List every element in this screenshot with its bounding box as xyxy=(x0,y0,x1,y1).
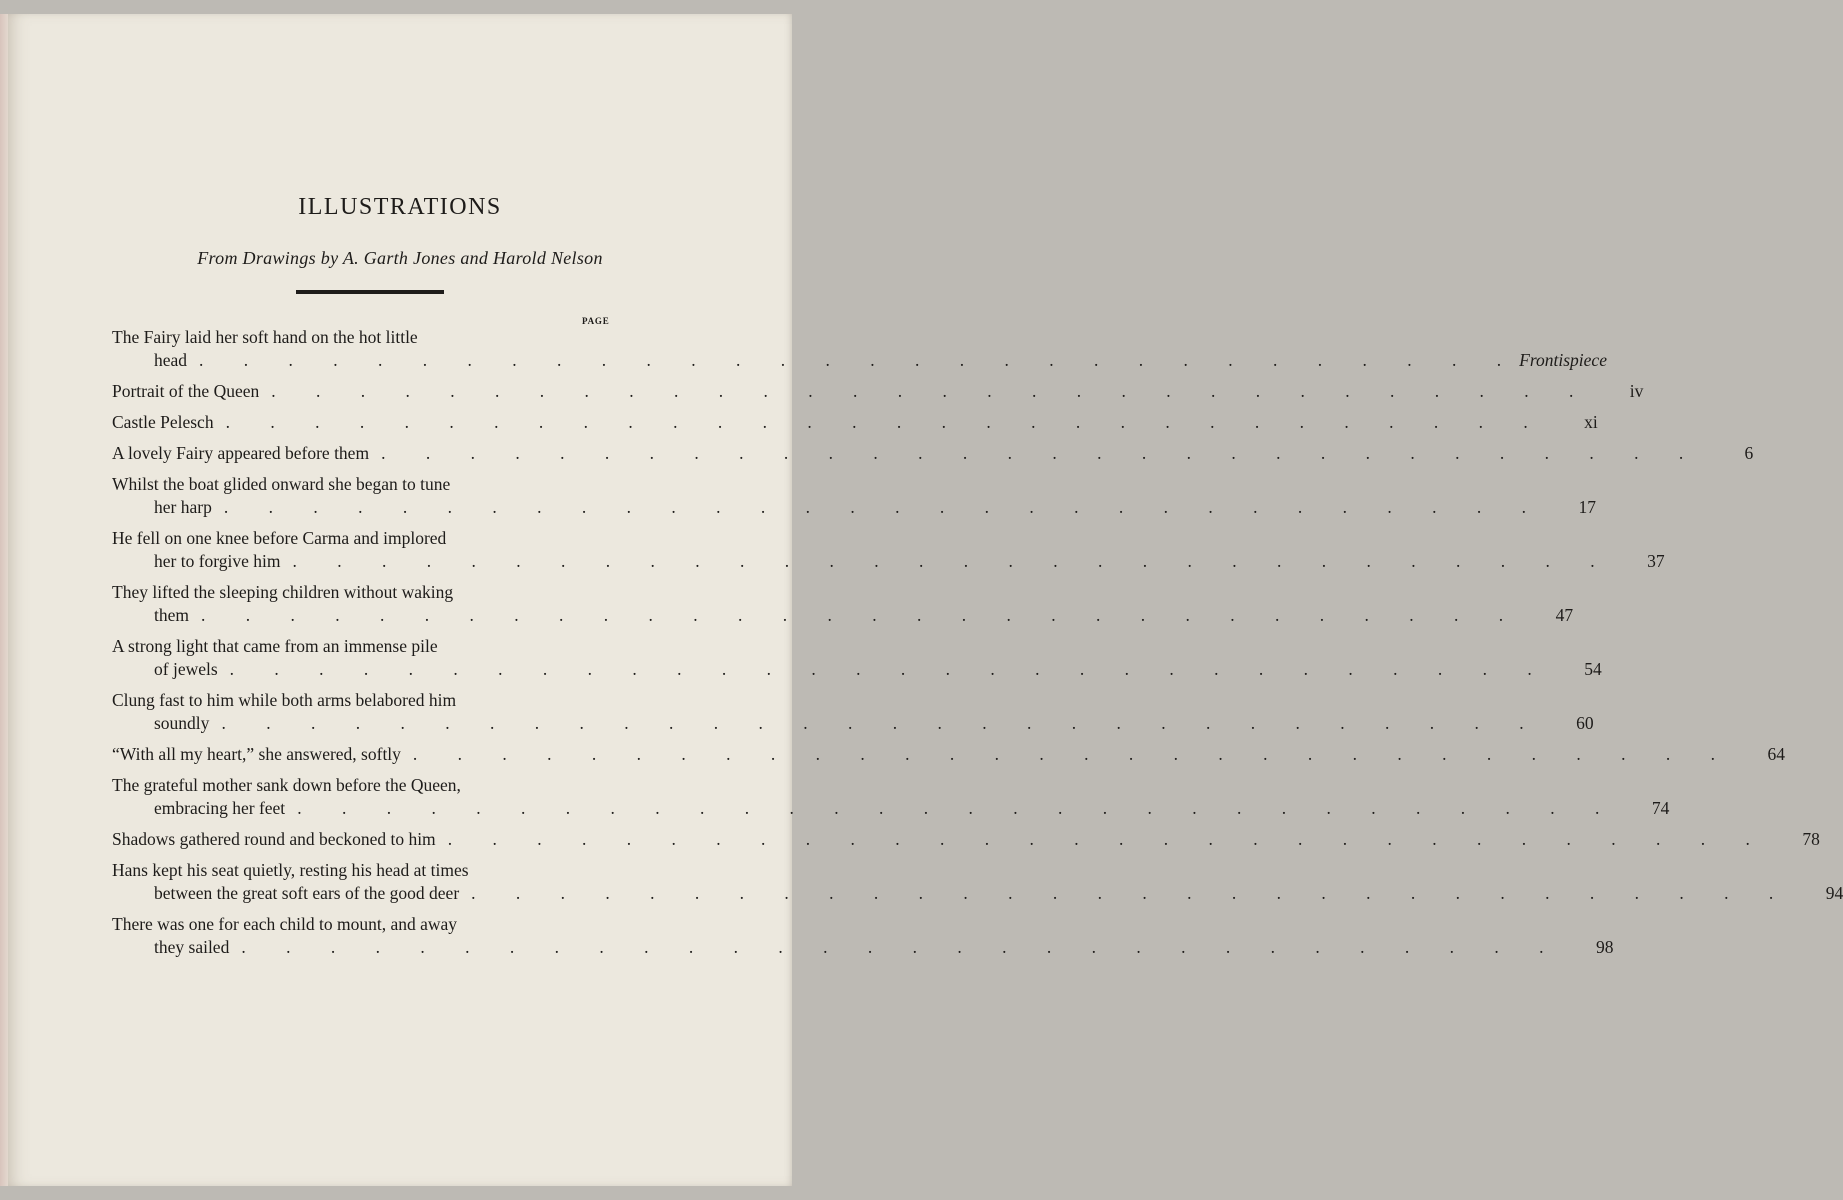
caption-text: they sailed xyxy=(154,937,230,957)
dot-leader: . . . . . . . . . . . . . . . . . . . . . . . . . . . . . . xyxy=(471,883,1792,903)
page-number: 37 xyxy=(1647,551,1665,571)
caption-text: Portrait of the Queen xyxy=(112,381,260,401)
caption-text: head xyxy=(154,350,188,370)
caption-text: Castle Pelesch xyxy=(112,412,214,432)
page-number: 60 xyxy=(1576,713,1594,733)
caption-text: A lovely Fairy appeared before them xyxy=(112,443,370,463)
caption-text: soundly xyxy=(154,713,210,733)
dot-leader: . . . . . . . . . . . . . . . . . . . . . . . . . . . . . . xyxy=(199,350,1520,370)
dot-leader: . . . . . . . . . . . . . . . . . . . . . . . . . . . . . . xyxy=(271,381,1592,401)
caption-text: embracing her feet xyxy=(154,798,286,818)
list-item xyxy=(112,442,1754,465)
heading-rule xyxy=(296,290,444,294)
list-item xyxy=(112,689,1594,735)
list-item xyxy=(112,635,1602,681)
page-column-label: PAGE xyxy=(582,316,610,326)
page-number: xi xyxy=(1584,412,1598,432)
caption-text: them xyxy=(154,605,189,625)
list-item xyxy=(112,326,1607,372)
caption-line: He fell on one knee before Carma and implored xyxy=(112,528,447,548)
page-title: ILLUSTRATIONS xyxy=(298,194,502,220)
list-item xyxy=(112,581,1574,627)
caption-text: between the great soft ears of the good deer xyxy=(154,883,460,903)
caption-line: They lifted the sleeping children without waking xyxy=(112,582,454,602)
list-item xyxy=(112,527,1665,573)
dot-leader: . . . . . . . . . . . . . . . . . . . . . . . . . . . . . . xyxy=(223,497,1544,517)
page-subtitle: From Drawings by A. Garth Jones and Harold Nelson xyxy=(197,248,603,268)
caption-line: The grateful mother sank down before the Queen, xyxy=(112,775,461,795)
dot-leader: . . . . . . . . . . . . . . . . . . . . . . . . . . . . . . xyxy=(225,412,1546,432)
illustrations-list xyxy=(112,326,1843,967)
dot-leader: . . . . . . . . . . . . . . . . . . . . . . . . . . . . . . xyxy=(241,937,1562,957)
caption-line: Whilst the boat glided onward she began to tune xyxy=(112,474,451,494)
caption-line: Clung fast to him while both arms belabored him xyxy=(112,690,457,710)
dot-leader: . . . . . . . . . . . . . . . . . . . . . . . . . . . . . . xyxy=(201,605,1522,625)
page-number: Frontispiece xyxy=(1519,350,1607,370)
page-number: 6 xyxy=(1744,443,1754,463)
caption-line: A strong light that came from an immense pile xyxy=(112,636,438,656)
list-item xyxy=(112,774,1670,820)
caption-text: Shadows gathered round and beckoned to him xyxy=(112,829,436,849)
page-number: 98 xyxy=(1595,937,1614,957)
dot-leader: . . . . . . . . . . . . . . . . . . . . . . . . . . . . . . xyxy=(292,551,1613,571)
caption-text: her to forgive him xyxy=(154,551,281,571)
page-number: 94 xyxy=(1825,883,1843,903)
dot-leader: . . . . . . . . . . . . . . . . . . . . . . . . . . . . . . xyxy=(221,713,1542,733)
dot-leader: . . . . . . . . . . . . . . . . . . . . . . . . . . . . . . xyxy=(381,443,1702,463)
dot-leader: . . . . . . . . . . . . . . . . . . . . . . . . . . . . . . xyxy=(229,659,1550,679)
list-item xyxy=(112,473,1596,519)
list-item xyxy=(112,913,1614,959)
caption-line: Hans kept his seat quietly, resting his head at times xyxy=(112,860,469,880)
page-number: 64 xyxy=(1767,744,1786,764)
caption-text: her harp xyxy=(154,497,212,517)
list-item xyxy=(112,380,1644,403)
list-item xyxy=(112,859,1843,905)
caption-text: “With all my heart,” she answered, softly xyxy=(112,744,401,764)
list-item xyxy=(112,411,1598,434)
dot-leader: . . . . . . . . . . . . . . . . . . . . . . . . . . . . . . xyxy=(412,744,1734,764)
page-number: 78 xyxy=(1802,829,1820,849)
list-item xyxy=(112,828,1820,851)
page-number: 54 xyxy=(1584,659,1602,679)
caption-line: The Fairy laid her soft hand on the hot little xyxy=(112,327,418,347)
caption-text: of jewels xyxy=(154,659,218,679)
dot-leader: . . . . . . . . . . . . . . . . . . . . . . . . . . . . . . xyxy=(447,829,1768,849)
page-number: 47 xyxy=(1555,605,1574,625)
page-number: 17 xyxy=(1578,497,1596,517)
page-number: 74 xyxy=(1651,798,1670,818)
page-number: iv xyxy=(1629,381,1644,401)
caption-line: There was one for each child to mount, and away xyxy=(112,914,458,934)
dot-leader: . . . . . . . . . . . . . . . . . . . . . . . . . . . . . . xyxy=(297,798,1618,818)
list-item xyxy=(112,743,1786,766)
book-page xyxy=(8,14,1843,1186)
